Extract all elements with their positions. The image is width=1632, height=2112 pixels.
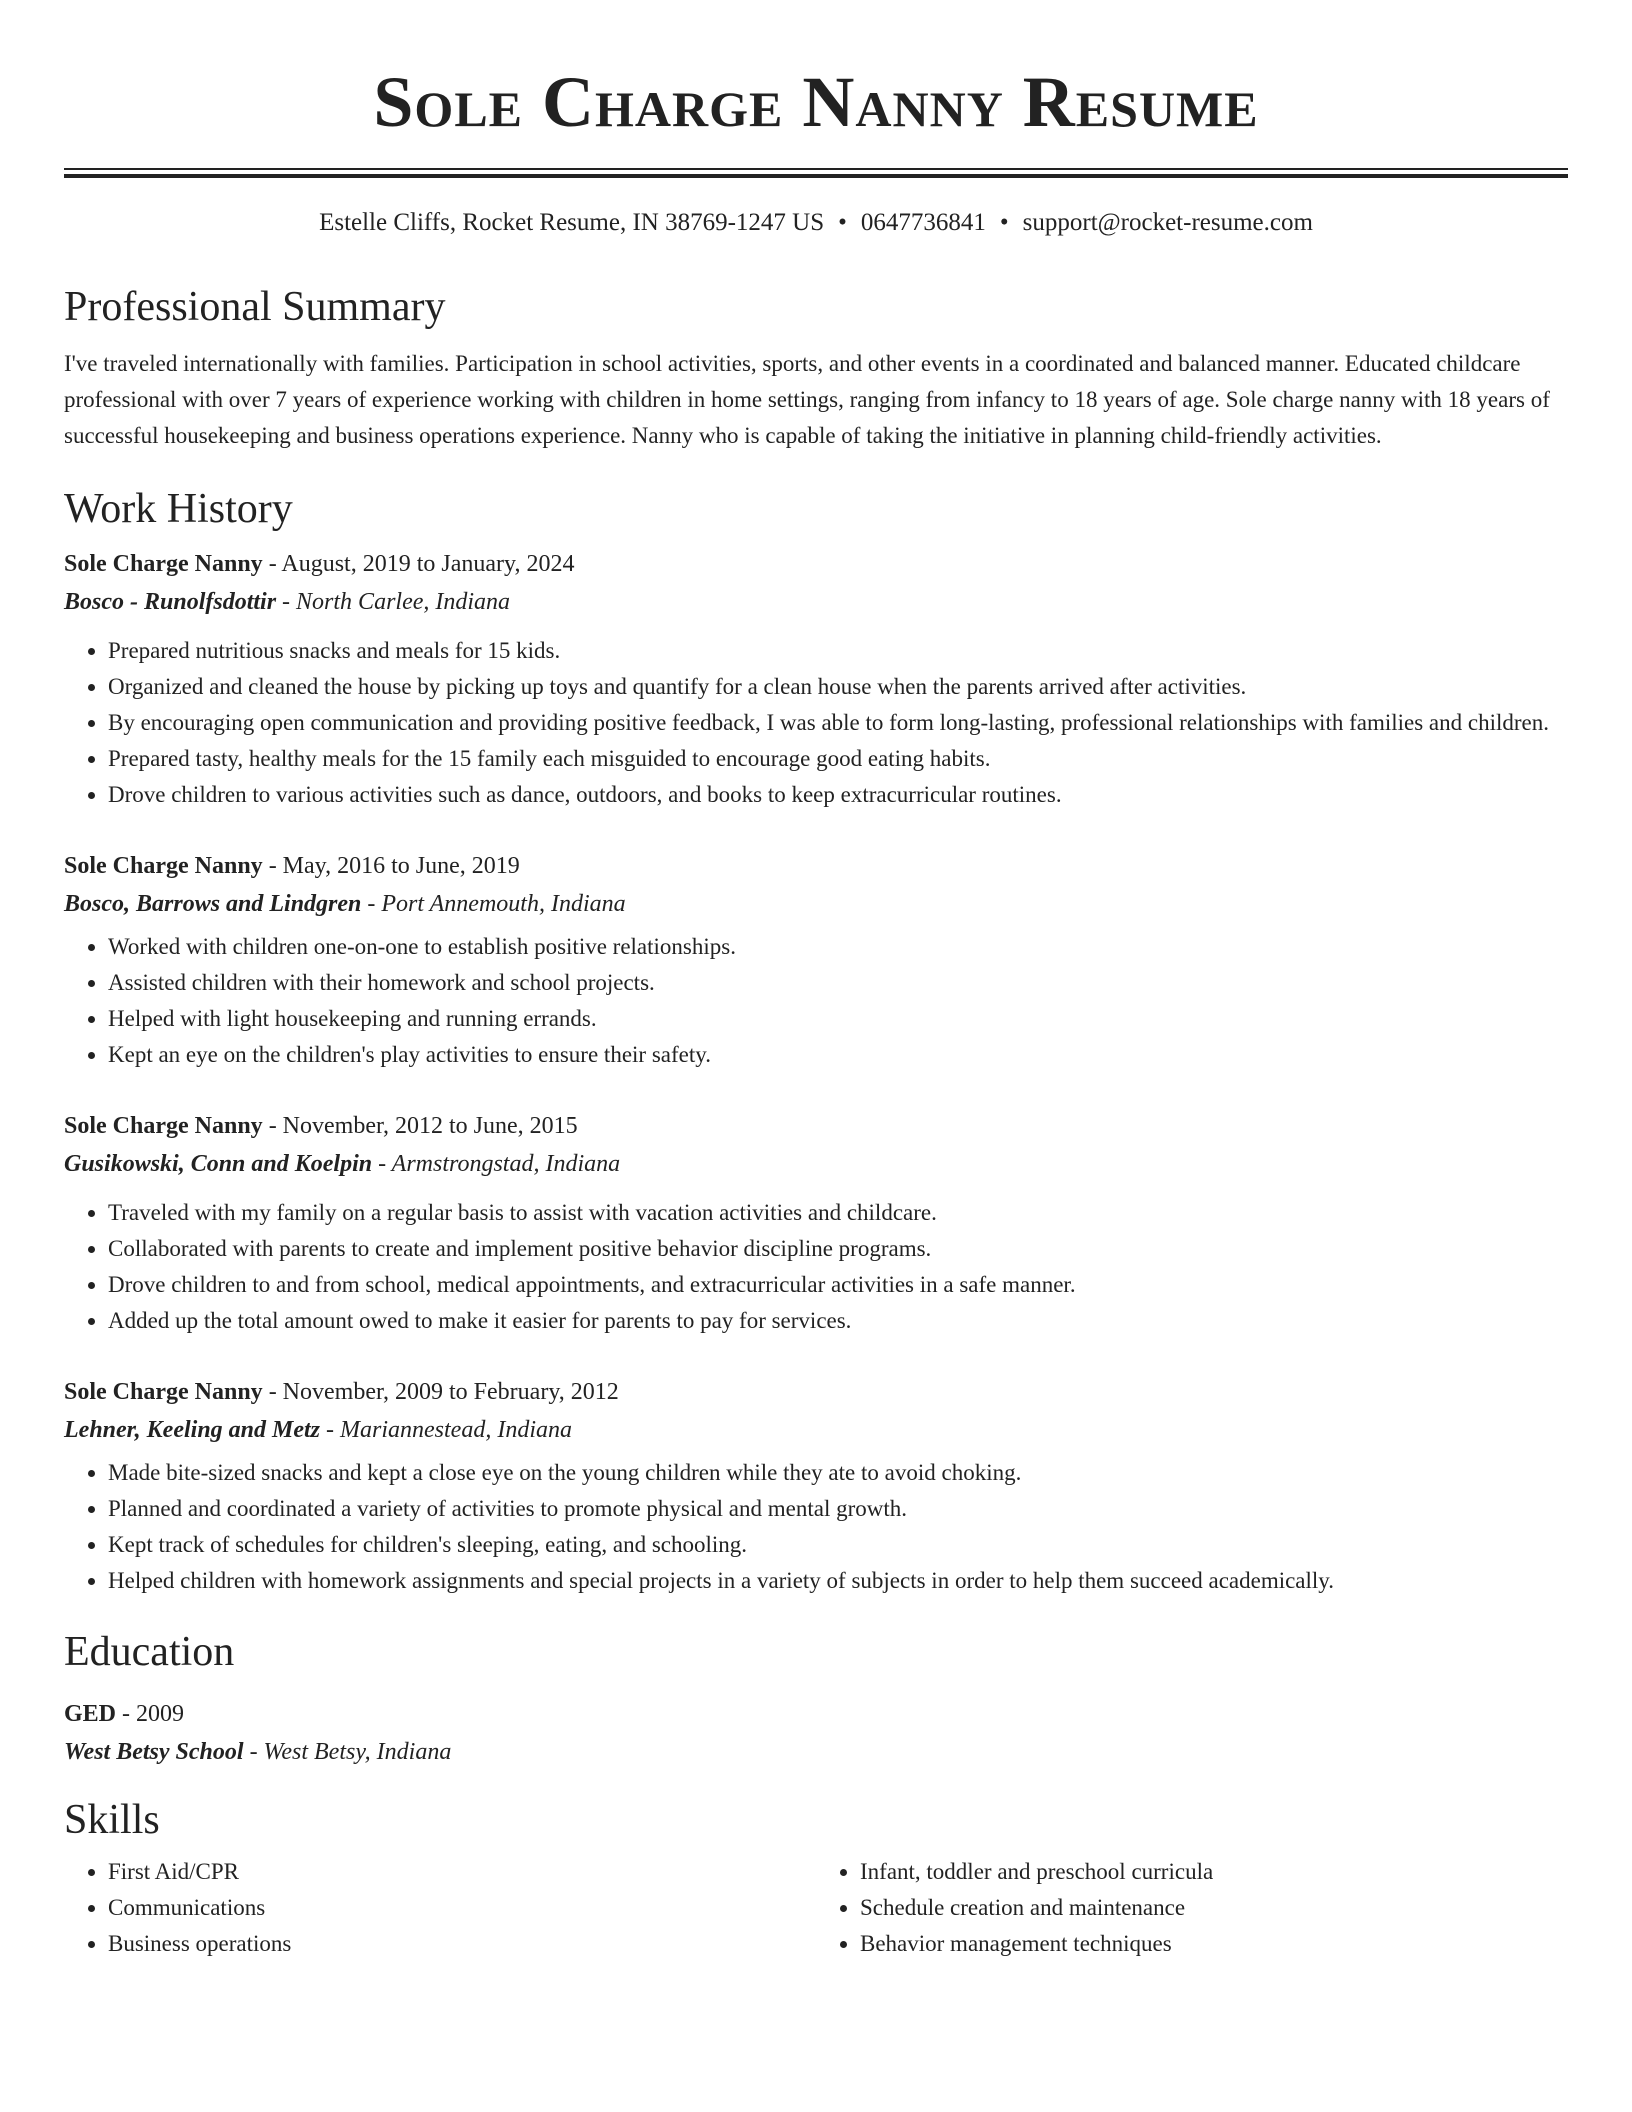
- list-item: • First Aid/CPR: [108, 1854, 816, 1890]
- school-location: - West Betsy, Indiana: [243, 1739, 452, 1766]
- list-item: • Prepared nutritious snacks and meals for 15 kids.: [108, 633, 1568, 669]
- list-item: • Helped children with homework assignments and special projects in a variety of subjects in order to help them succeed academically.: [108, 1563, 1568, 1599]
- job-employer: Gusikowski, Conn and Koelpin: [64, 1150, 373, 1177]
- list-item: • Drove children to and from school, medical appointments, and extracurricular activities in a safe manner.: [108, 1267, 1568, 1303]
- list-item: • Collaborated with parents to create and implement positive behavior discipline programs.: [108, 1231, 1568, 1267]
- work-history-heading: Work History: [64, 486, 293, 533]
- list-item: • Schedule creation and maintenance: [860, 1890, 1568, 1926]
- job-duties: [64, 633, 1568, 813]
- job-title-line: [64, 1373, 1568, 1411]
- school-name: West Betsy School: [64, 1739, 244, 1766]
- list-item: • Kept an eye on the children's play activities to ensure their safety.: [108, 1037, 1568, 1073]
- job-employer: Lehner, Keeling and Metz: [64, 1416, 321, 1443]
- job-employer: Bosco, Barrows and Lindgren: [64, 890, 362, 917]
- job-dates: - May, 2016 to June, 2019: [262, 852, 520, 879]
- list-item: • Prepared tasty, healthy meals for the 15 family each misguided to encourage good eating habits.: [108, 741, 1568, 777]
- skills-column-right: [816, 1854, 1568, 1962]
- education-heading: Education: [64, 1628, 235, 1675]
- summary-text: I've traveled internationally with families. Participation in school activities, sports, and other events in a coordinated and balanced manner. Educated childcare professional with over 7 years of experience working with children in home settings, ranging from infancy to 18 years of age. Sole charge nanny with 18 years of successful housekeeping and business operations experience. Nanny who is capable of taking the initiative in planning child-friendly activities.: [64, 351, 1550, 449]
- list-item: • Infant, toddler and preschool curricula: [860, 1854, 1568, 1890]
- job-location: - Mariannestead, Indiana: [320, 1416, 572, 1443]
- job-employer-line: [64, 885, 1568, 923]
- contact-phone: 0647736841: [860, 209, 986, 236]
- contact-separator: •: [838, 209, 847, 236]
- job-duties: [64, 1195, 1568, 1339]
- job-dates: - August, 2019 to January, 2024: [262, 550, 575, 577]
- degree-line: [64, 1695, 1568, 1733]
- job-entry: [64, 1107, 1568, 1339]
- job-entry: [64, 1373, 1568, 1599]
- school-line: [64, 1733, 1568, 1771]
- degree: GED: [64, 1701, 117, 1728]
- education-entry: [64, 1695, 1568, 1771]
- list-item: • Traveled with my family on a regular basis to assist with vacation activities and childcare.: [108, 1195, 1568, 1231]
- job-title-line: [64, 847, 1568, 885]
- page-title: Sole Charge Nanny Resume: [373, 62, 1259, 142]
- job-entry: [64, 545, 1568, 813]
- job-employer: Bosco - Runolfsdottir: [64, 588, 277, 615]
- job-title-line: [64, 545, 1568, 583]
- list-item: • Behavior management techniques: [860, 1926, 1568, 1962]
- job-duties: [64, 1455, 1568, 1599]
- degree-year: - 2009: [116, 1701, 185, 1728]
- list-item: • By encouraging open communication and providing positive feedback, I was able to form long-lasting, professional relationships with families and children.: [108, 705, 1568, 741]
- list-item: • Added up the total amount owed to make it easier for parents to pay for services.: [108, 1303, 1568, 1339]
- list-item: • Business operations: [108, 1926, 816, 1962]
- job-title: Sole Charge Nanny: [64, 1378, 263, 1405]
- skills-heading: Skills: [64, 1797, 160, 1844]
- list-item: • Worked with children one-on-one to establish positive relationships.: [108, 929, 1568, 965]
- job-employer-line: [64, 1145, 1568, 1183]
- list-item: • Planned and coordinated a variety of activities to promote physical and mental growth.: [108, 1491, 1568, 1527]
- list-item: • Organized and cleaned the house by picking up toys and quantify for a clean house when the parents arrived after activities.: [108, 669, 1568, 705]
- job-dates: - November, 2012 to June, 2015: [262, 1112, 578, 1139]
- list-item: • Helped with light housekeeping and running errands.: [108, 1001, 1568, 1037]
- skills-grid: [64, 1854, 1568, 1962]
- job-title-line: [64, 1107, 1568, 1145]
- skills-section: [64, 1795, 1568, 1961]
- contact-line: [64, 208, 1568, 238]
- job-employer-line: [64, 583, 1568, 621]
- job-location: - Armstrongstad, Indiana: [372, 1150, 621, 1177]
- education-section: [64, 1627, 1568, 1771]
- job-title: Sole Charge Nanny: [64, 852, 263, 879]
- contact-separator: •: [999, 209, 1009, 236]
- contact-email: support@rocket-resume.com: [1022, 209, 1313, 236]
- job-dates: - November, 2009 to February, 2012: [262, 1378, 619, 1405]
- job-location: - North Carlee, Indiana: [276, 588, 511, 615]
- work-history-section: [64, 484, 1568, 1598]
- title-divider: [64, 168, 1568, 178]
- contact-address: Estelle Cliffs, Rocket Resume, IN 38769-1247 US: [319, 209, 825, 236]
- job-employer-line: [64, 1411, 1568, 1449]
- job-title: Sole Charge Nanny: [64, 550, 263, 577]
- list-item: • Communications: [108, 1890, 816, 1926]
- skills-column-left: [64, 1854, 816, 1962]
- job-location: - Port Annemouth, Indiana: [361, 890, 626, 917]
- list-item: • Made bite-sized snacks and kept a close eye on the young children while they ate to avoid choking.: [108, 1455, 1568, 1491]
- list-item: • Assisted children with their homework and school projects.: [108, 965, 1568, 1001]
- summary-heading: Professional Summary: [64, 284, 446, 330]
- job-title: Sole Charge Nanny: [64, 1112, 263, 1139]
- list-item: • Kept track of schedules for children's sleeping, eating, and schooling.: [108, 1527, 1568, 1563]
- summary-section: [64, 282, 1568, 454]
- list-item: • Drove children to various activities such as dance, outdoors, and books to keep extracurricular routines.: [108, 777, 1568, 813]
- job-duties: [64, 929, 1568, 1073]
- job-entry: [64, 847, 1568, 1073]
